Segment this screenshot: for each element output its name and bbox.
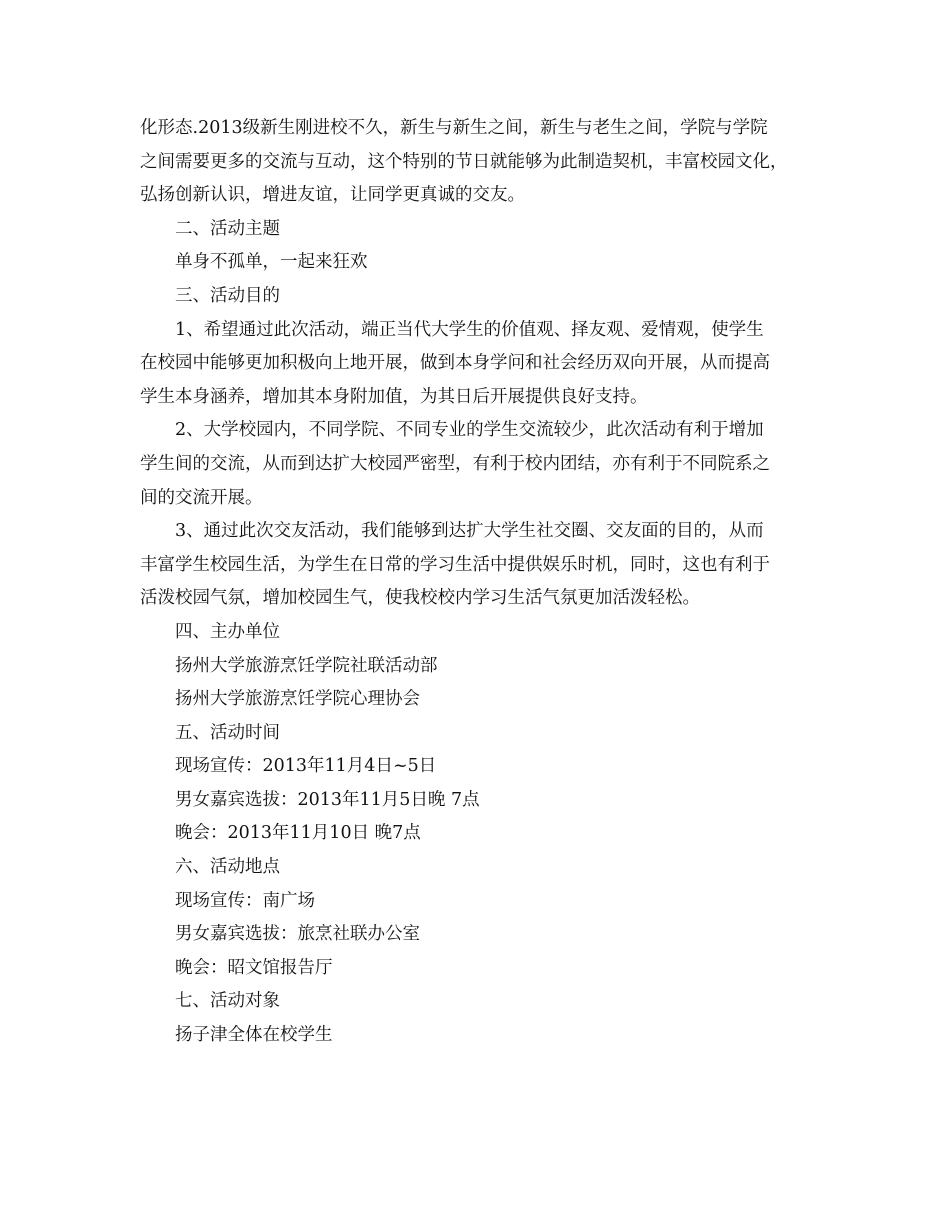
time-item: 晚会：2013年11月10日 晚7点 (175, 823, 421, 844)
paragraph-line: 间的交流开展。 (140, 487, 263, 508)
section-heading-theme: 二、活动主题 (175, 218, 280, 239)
paragraph-line: 2、大学校园内，不同学院、不同专业的学生交流较少，此次活动有利于增加 (175, 420, 764, 441)
section-heading-organizer: 四、主办单位 (175, 621, 280, 642)
paragraph-line: 在校园中能够更加积极向上地开展，做到本身学问和社会经历双向开展，从而提高 (140, 353, 770, 374)
time-item: 男女嘉宾选拔：2013年11月5日晚 7点 (175, 789, 480, 810)
paragraph-line: 之间需要更多的交流与互动，这个特别的节日就能够为此制造契机，丰富校园文化， (140, 151, 788, 172)
section-heading-location: 六、活动地点 (175, 857, 280, 878)
paragraph-line: 学生本身涵养，增加其本身附加值，为其日后开展提供良好支持。 (140, 386, 648, 407)
time-item: 现场宣传：2013年11月4日~5日 (175, 756, 437, 777)
section-heading-audience: 七、活动对象 (175, 991, 280, 1012)
paragraph-line: 3、通过此次交友活动，我们能够到达扩大学生社交圈、交友面的目的，从而 (175, 521, 764, 542)
paragraph-line: 丰富学生校园生活，为学生在日常的学习生活中提供娱乐时机，同时，这也有利于 (140, 554, 770, 575)
paragraph-line: 化形态.2013级新生刚进校不久，新生与新生之间，新生与老生之间，学院与学院 (140, 118, 768, 138)
organizer-item: 扬州大学旅游烹饪学院社联活动部 (175, 655, 438, 676)
document-body (140, 112, 820, 1053)
location-item: 现场宣传：南广场 (175, 890, 315, 911)
section-heading-purpose: 三、活动目的 (175, 285, 280, 306)
organizer-item: 扬州大学旅游烹饪学院心理协会 (175, 689, 420, 710)
theme-text: 单身不孤单，一起来狂欢 (175, 252, 368, 273)
paragraph-line: 学生间的交流，从而到达扩大校园严密型，有利于校内团结，亦有利于不同院系之 (140, 453, 770, 474)
location-item: 男女嘉宾选拔：旅烹社联办公室 (175, 924, 420, 945)
section-heading-time: 五、活动时间 (175, 722, 280, 743)
audience-item: 扬子津全体在校学生 (175, 1025, 333, 1046)
paragraph-line: 1、希望通过此次活动，端正当代大学生的价值观、择友观、爱情观，使学生 (175, 319, 764, 340)
paragraph-line: 弘扬创新认识，增进友谊，让同学更真诚的交友。 (140, 185, 525, 206)
location-item: 晚会：昭文馆报告厅 (175, 957, 333, 978)
paragraph-line: 活泼校园气氛，增加校园生气，使我校校内学习生活气氛更加活泼轻松。 (140, 588, 700, 609)
